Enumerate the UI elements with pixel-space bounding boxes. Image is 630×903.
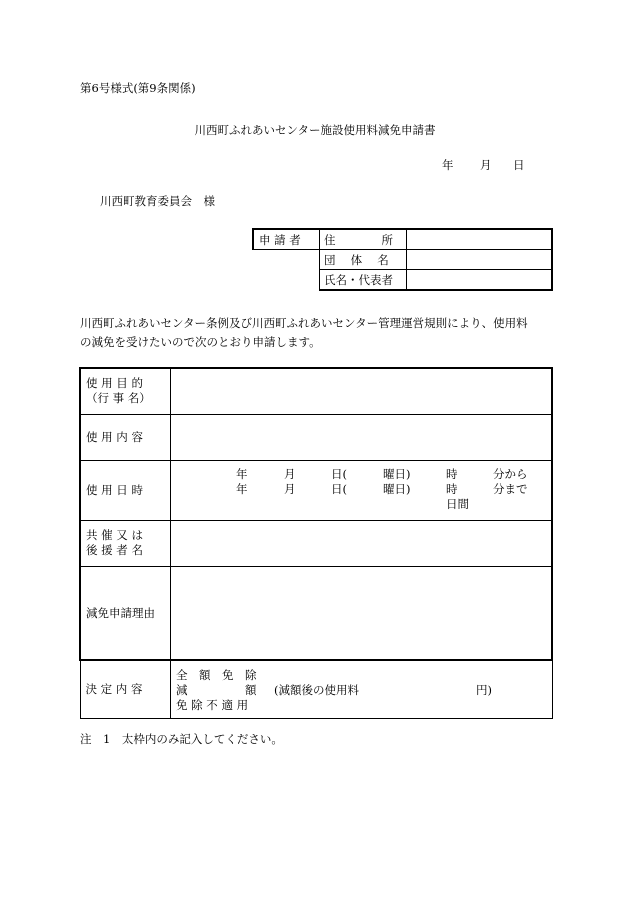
group-name-field[interactable] [407, 250, 553, 270]
datetime-start-row [171, 466, 551, 481]
address-field[interactable] [407, 229, 553, 250]
purpose-label-line2: （行 事 名） [86, 391, 151, 406]
purpose-field[interactable] [171, 368, 553, 414]
sponsor-label-line1: 共 催 又 は [86, 528, 143, 542]
purpose-label-line1: 使 用 目 的 [86, 376, 143, 391]
start-month-label: 月 [284, 466, 296, 481]
sponsor-label [80, 520, 171, 566]
sponsor-label-line2: 後 援 者 名 [86, 543, 143, 557]
form-number: 第6号様式(第9条関係) [80, 81, 196, 95]
document-title: 川西町ふれあいセンター施設使用料減免申請書 [194, 123, 436, 137]
date-year-label: 年 [442, 158, 454, 172]
start-hour-label: 時 [446, 466, 458, 481]
end-hour-label: 時 [446, 481, 458, 496]
reason-field[interactable] [171, 566, 553, 660]
applicant-spacer [253, 270, 320, 291]
addressee: 川西町教育委員会 様 [100, 194, 215, 208]
end-weekday-label: 曜日) [383, 481, 411, 496]
address-label: 住 所 [320, 229, 407, 250]
content-label: 使 用 内 容 [80, 414, 171, 460]
group-name-label: 団 体 名 [320, 250, 407, 270]
footnote: 注 1 太枠内のみ記入してください。 [80, 732, 283, 746]
start-year-label: 年 [236, 466, 248, 481]
content-field[interactable] [171, 414, 553, 460]
date-day-label: 日 [513, 158, 525, 172]
date-month-label: 月 [480, 158, 492, 172]
decision-not-applicable: 免 除 不 適 用 [176, 698, 249, 712]
decision-reduction-note: (減額後の使用料 [274, 683, 359, 697]
start-minute-label: 分から [493, 466, 528, 481]
start-day-label: 日( [331, 466, 347, 481]
applicant-role-label: 申 請 者 [253, 229, 320, 250]
decision-yen-close: 円) [476, 683, 492, 697]
decision-field [171, 660, 553, 718]
applicant-table [252, 228, 553, 291]
datetime-end-row [171, 481, 551, 496]
decision-label: 決 定 内 容 [80, 660, 171, 718]
decision-reduction: 減 額 [176, 683, 257, 697]
end-month-label: 月 [284, 481, 296, 496]
decision-not-applicable-row [176, 697, 552, 712]
end-minute-label: 分まで [493, 481, 528, 496]
datetime-label: 使 用 日 時 [80, 460, 171, 520]
applicant-spacer [253, 250, 320, 270]
datetime-days-row [171, 496, 551, 511]
reason-label: 減免申請理由 [80, 566, 171, 660]
sponsor-field[interactable] [171, 520, 553, 566]
start-weekday-label: 曜日) [383, 466, 411, 481]
decision-reduce-row [176, 682, 552, 697]
application-table [79, 367, 553, 719]
decision-full-exemption: 全 額 免 除 [176, 668, 257, 682]
decision-full-row [176, 667, 552, 682]
name-field[interactable] [407, 270, 553, 291]
datetime-field[interactable] [171, 460, 553, 520]
name-label: 氏名・代表者 [320, 270, 407, 291]
days-label: 日間 [446, 496, 469, 511]
intro-text-line2: の減免を受けたいので次のとおり申請します。 [80, 335, 321, 349]
end-year-label: 年 [236, 481, 248, 496]
intro-text-line1: 川西町ふれあいセンター条例及び川西町ふれあいセンター管理運営規則により、使用料 [80, 316, 528, 330]
end-day-label: 日( [331, 481, 347, 496]
purpose-label [80, 368, 171, 414]
